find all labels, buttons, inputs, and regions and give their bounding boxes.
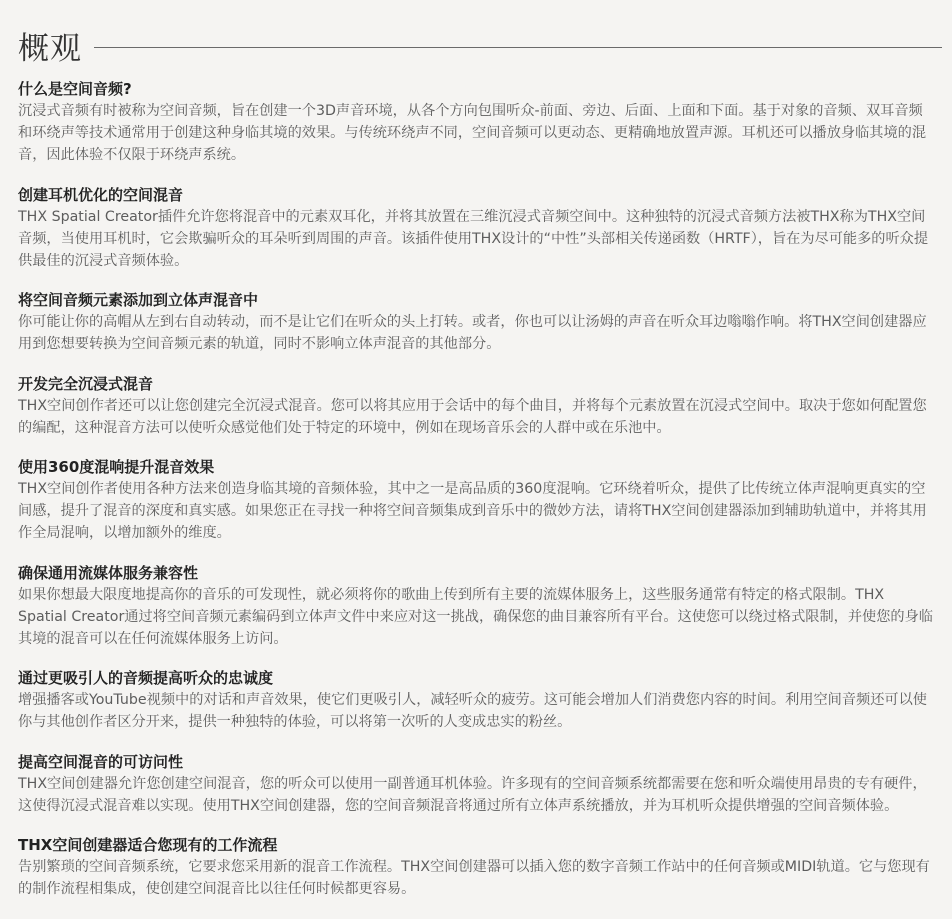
section-body: THX Spatial Creator插件允许您将混音中的元素双耳化，并将其放置在三维沉浸式音频空间中。这种独特的沉浸式音频方法被THX称为THX空间音频，当使用耳机时，它会欺骗听众的耳朵听到周围的声音。该插件使用THX设计的“中性”头部相关传递函数（HRTF），旨在为尽可能多的听众提供最佳的沉浸式音频体验。: [18, 208, 929, 270]
section-360-reverb: [18, 456, 936, 545]
section-body: 你可能让你的高帽从左到右自动转动，而不是让它们在听众的头上打转。或者，你也可以让汤姆的声音在听众耳边嗡嗡作响。将THX空间创建器应用到您想要转换为空间音频元素的轨道，同时不影响立体声混音的其他部分。: [18, 314, 927, 353]
section-body: THX空间创作者使用各种方法来创造身临其境的音频体验，其中之一是高品质的360度混响。它环绕着听众，提供了比传统立体声混响更真实的空间感，提升了混音的深度和真实感。如果您正在寻找一种将空间音频集成到音乐中的微妙方法，请将THX空间创建器添加到辅助轨道中，并将其用作全局混响，以增加额外的维度。: [18, 481, 927, 542]
section-body: 告别繁琐的空间音频系统，它要求您采用新的混音工作流程。THX空间创建器可以插入您的数字音频工作站中的任何音频或MIDI轨道。它与您现有的制作流程相集成，使创建空间混音比以往任何时候都更容易。: [18, 859, 930, 898]
section-heading: 创建耳机优化的空间混音: [18, 185, 184, 204]
section-fully-immersive-mix: [18, 373, 936, 439]
section-heading: 开发完全沉浸式混音: [18, 374, 154, 393]
section-body: 增强播客或YouTube视频中的对话和声音效果，使它们更吸引人，减轻听众的疲劳。这可能会增加人们消费您内容的时间。利用空间音频还可以使你与其他创作者区分开来，提供一种独特的体验，可以将第一次听的人变成忠实的粉丝。: [18, 692, 927, 731]
section-what-is-spatial-audio: [18, 78, 936, 167]
section-accessibility: [18, 751, 936, 817]
section-body: THX空间创作者还可以让您创建完全沉浸式混音。您可以将其应用于会话中的每个曲目，并将每个元素放置在沉浸式空间中。取决于您如何配置您的编配，这种混音方法可以使听众感觉他们处于特定的环境中，例如在现场音乐会的人群中或在乐池中。: [18, 397, 927, 436]
section-body: 如果你想最大限度地提高你的音乐的可发现性，就必须将你的歌曲上传到所有主要的流媒体服务上，这些服务通常有特定的格式限制。THX Spatial Creator通过将空间音频元素编码到立体声文件中来应对这一挑战，确保您的曲目兼容所有平台。这使您可以绕过格式限制，并使您的身临其境的混音可以在任何流媒体服务上访问。: [18, 586, 933, 648]
section-heading: 提高空间混音的可访问性: [18, 752, 184, 771]
section-workflow: [18, 834, 936, 900]
page-title: 概观: [18, 30, 82, 67]
section-streaming-compatibility: [18, 562, 936, 651]
section-body: THX空间创建器允许您创建空间混音，您的听众可以使用一副普通耳机体验。许多现有的空间音频系统都需要在您和听众端使用昂贵的专有硬件，这使得沉浸式混音难以实现。使用THX空间创建器，您的空间音频混音将通过所有立体声系统播放，并为耳机听众提供增强的空间音频体验。: [18, 775, 927, 814]
section-heading: 确保通用流媒体服务兼容性: [18, 563, 199, 582]
title-divider: [94, 47, 942, 48]
section-heading: 将空间音频元素添加到立体声混音中: [18, 291, 259, 310]
section-listener-loyalty: [18, 667, 936, 733]
page-header: [18, 22, 942, 68]
content-area: [18, 78, 936, 917]
section-headphone-optimized-mix: [18, 184, 936, 273]
section-body: 沉浸式音频有时被称为空间音频，旨在创建一个3D声音环境，从各个方向包围听众-前面、旁边、后面、上面和下面。基于对象的音频、双耳音频和环绕声等技术通常用于创建这种身临其境的效果。与传统环绕声不同，空间音频可以更动态、更精确地放置声源。耳机还可以播放身临其境的混音，因此体验不仅限于环绕声系统。: [18, 103, 927, 164]
section-heading: 什么是空间音频?: [18, 80, 132, 98]
section-heading: 通过更吸引人的音频提高听众的忠诚度: [18, 669, 274, 688]
section-heading: THX空间创建器适合您现有的工作流程: [18, 836, 278, 855]
section-add-spatial-elements: [18, 289, 936, 355]
section-heading: 使用360度混响提升混音效果: [18, 458, 215, 477]
